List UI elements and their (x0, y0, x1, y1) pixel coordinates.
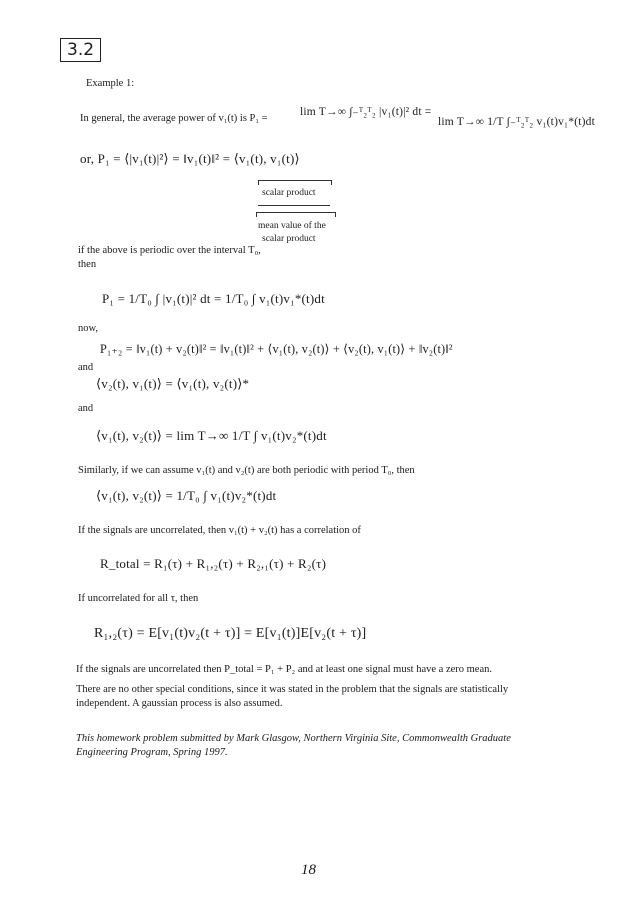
similarly-text: Similarly, if we can assume v₁(t) and v₂(t) are both periodic with period T₀, then (78, 465, 415, 476)
and-text-1: and (78, 362, 94, 373)
scalar-product-label: scalar product (262, 188, 316, 198)
general-intro-text: In general, the average power of v₁(t) is P₁ = (80, 113, 268, 124)
credit-text-1: This homework problem submitted by Mark Glasgow, Northern Virginia Site, Commonwealth Graduate (76, 733, 511, 744)
section-number-box (60, 38, 101, 62)
scalar-product-brace (258, 180, 332, 185)
r12-formula: R₁,₂(τ) = E[v₁(t)v₂(t + τ)] = E[v₁(t)]E[v₂(t + τ)] (94, 626, 367, 641)
example-heading: Example 1: (86, 78, 135, 89)
mean-value-label-1: mean value of the (258, 221, 326, 231)
and-text-2: and (78, 403, 94, 414)
or-formula: or, P₁ = ⟨|v₁(t)|²⟩ = ‖v₁(t)‖² = ⟨v₁(t), v₁(t)⟩ (80, 151, 300, 166)
credit-text-2: Engineering Program, Spring 1997. (76, 747, 228, 758)
periodic-inner-product-formula: ⟨v₁(t), v₂(t)⟩ = 1/T₀ ∫ v₁(t)v₂*(t)dt (96, 488, 277, 503)
conjugate-formula: ⟨v₂(t), v₁(t)⟩ = ⟨v₁(t), v₂(t)⟩* (96, 376, 250, 391)
general-formula-averaged-integral: lim T→∞ 1/T ∫₋ᵀ₂ᵀ₂ v₁(t)v₁*(t)dt (438, 116, 596, 128)
p12-formula: P₁₊₂ = ‖v₁(t) + v₂(t)‖² = ‖v₁(t)‖² + ⟨v₁(t), v₂(t)⟩ + ⟨v₂(t), v₁(t)⟩ + ‖v₂(t)‖² (100, 342, 453, 356)
conclusion-text-1: If the signals are uncorrelated then P_total = P₁ + P₂ and at least one signal must have a zero mean. (76, 664, 493, 675)
r-total-formula: R_total = R₁(τ) + R₁,₂(τ) + R₂,₁(τ) + R₂(τ) (100, 556, 327, 571)
mean-value-brace (256, 212, 336, 217)
periodic-text-2: then (78, 259, 97, 270)
uncorrelated-all-text: If uncorrelated for all τ, then (78, 593, 199, 604)
now-text: now, (78, 323, 99, 334)
mean-value-label-2: scalar product (262, 234, 316, 244)
conclusion-text-2: There are no other special conditions, since it was stated in the problem that the signals are statistically (76, 684, 509, 695)
section-number: 3.2 (67, 40, 95, 60)
uncorrelated-intro-text: If the signals are uncorrelated, then v₁(t) + v₂(t) has a correlation of (78, 525, 361, 536)
p1-periodic-formula: P₁ = 1/T₀ ∫ |v₁(t)|² dt = 1/T₀ ∫ v₁(t)v₁*(t)dt (102, 291, 325, 306)
general-formula-limit-integral: lim T→∞ ∫₋ᵀ₂ᵀ₂ |v₁(t)|² dt = (300, 106, 432, 118)
scalar-product-underline (258, 205, 330, 206)
periodic-text-1: if the above is periodic over the interval T₀, (78, 245, 261, 256)
page-number: 18 (301, 862, 316, 878)
inner-product-limit-formula: ⟨v₁(t), v₂(t)⟩ = lim T→∞ 1/T ∫ v₁(t)v₂*(t)dt (96, 428, 327, 443)
conclusion-text-3: independent. A gaussian process is also assumed. (76, 698, 283, 709)
